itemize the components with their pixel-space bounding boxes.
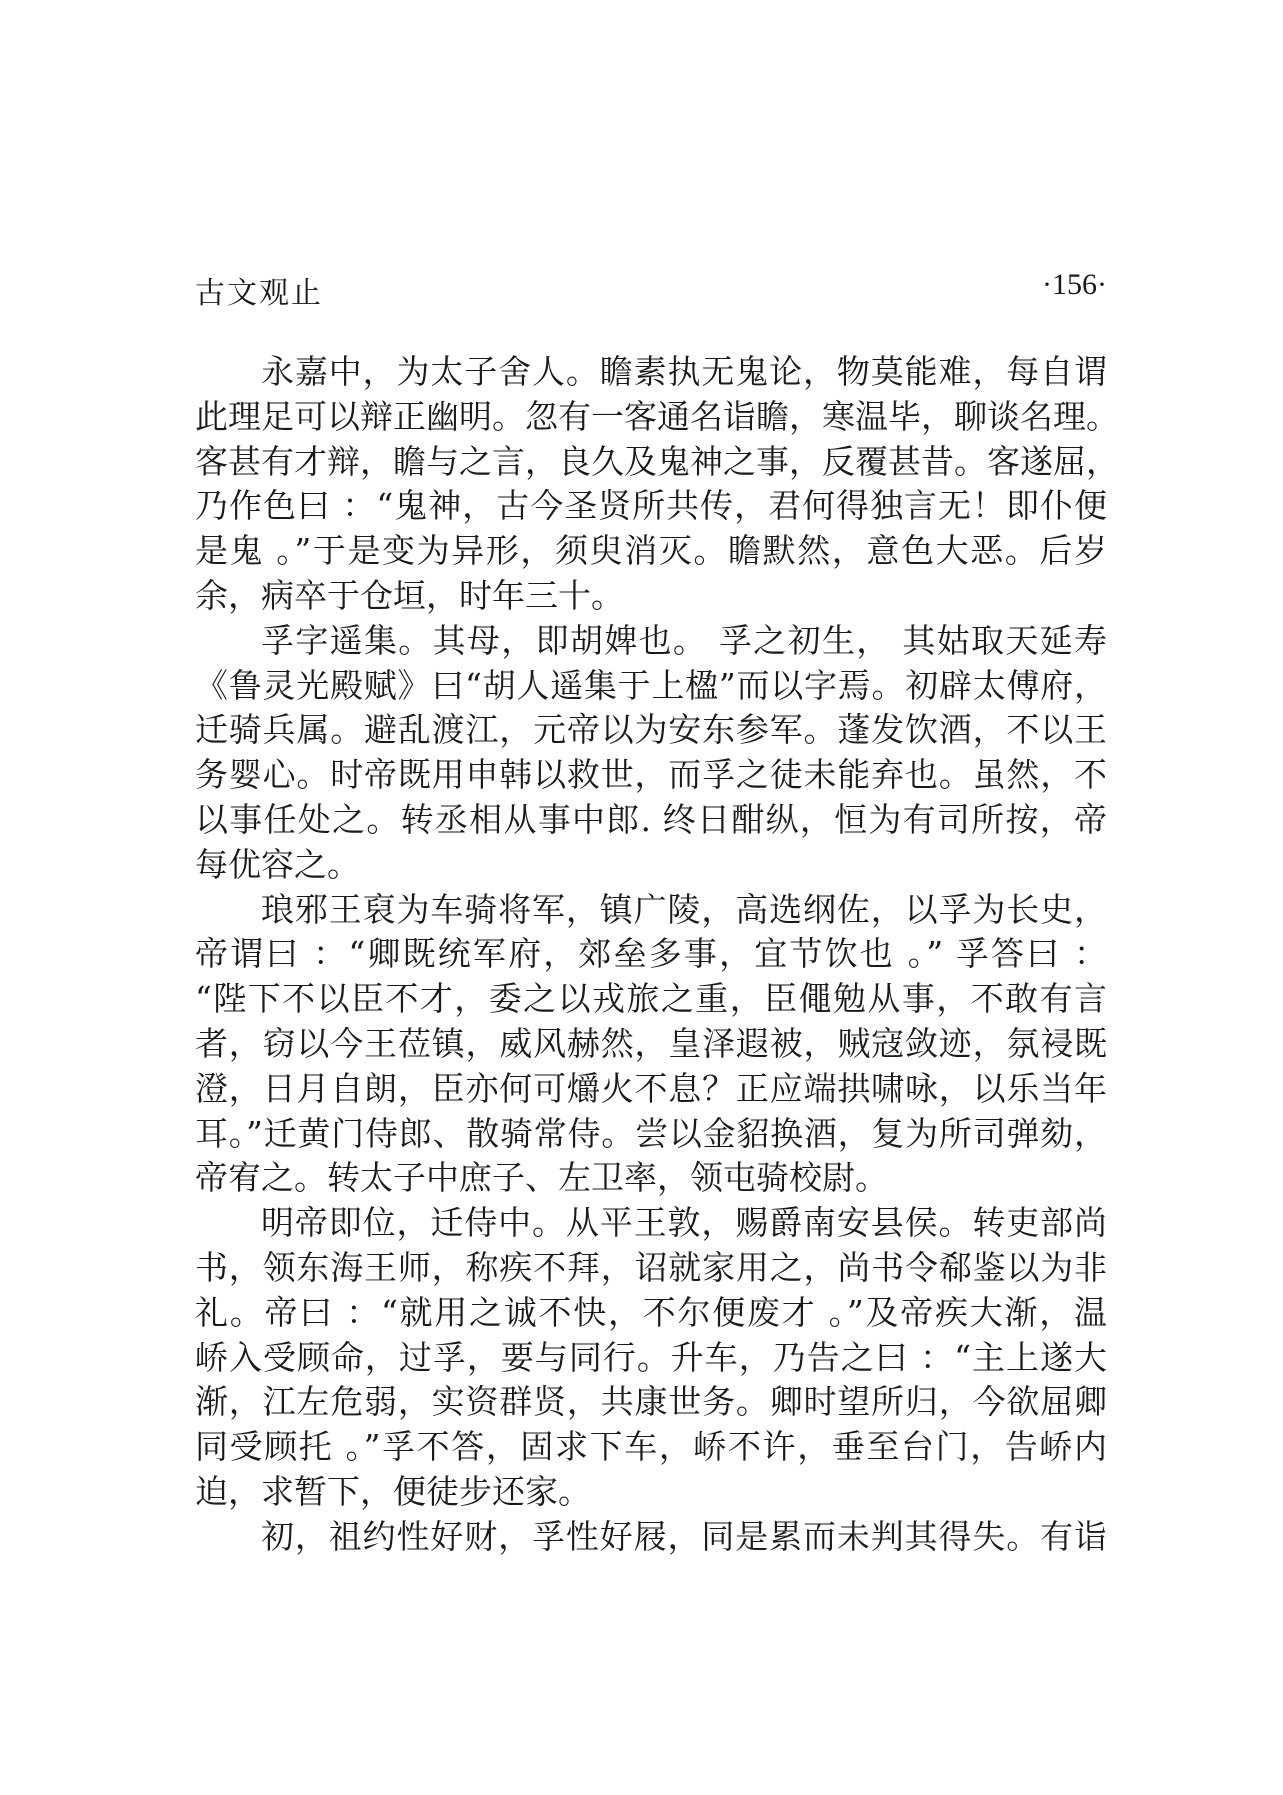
text-line: “陛下不以臣不才，委之以戎旅之重，臣僶勉从事，不敢有言 [195,979,1107,1019]
text-line: 客甚有才辩，瞻与之言，良久及鬼神之事，反覆甚昔。客遂屈， [195,441,1119,481]
text-line: 每优容之。 [195,844,360,884]
book-title: 古文观止 [195,276,323,311]
text-line: 迁骑兵属。避乱渡江，元帝以为安东参军。蓬发饮酒，不以王 [195,710,1107,750]
text-line: 帝谓曰 ：“卿既统军府，郊垒多事，宜节饮也 。” 孚答曰 ： [195,934,1107,974]
text-line: 同受顾托 。”孚不答，固求下车，峤不许，垂至台门，告峤内 [195,1427,1107,1467]
text-line: 初，祖约性好财，孚性好屐，同是累而未判其得失。有诣 [261,1516,1107,1556]
text-line: 乃作色曰 ：“鬼神，古今圣贤所共传，君何得独言无！即仆便 [195,486,1107,526]
text-line: 明帝即位，迁侍中。从平王敦，赐爵南安县侯。转吏部尚 [261,1203,1107,1243]
text-line: 此理足可以辩正幽明。忽有一客通名诣瞻，寒温毕，聊谈名理。 [195,396,1119,436]
text-line: 是鬼 。”于是变为异形，须臾消灭。瞻默然，意色大恶。后岁 [195,531,1107,571]
text-line: 务婴心。时帝既用申韩以救世，而孚之徒未能弃也。虽然，不 [195,755,1107,795]
text-line: 迫，求暂下，便徒步还家。 [195,1471,591,1511]
text-line: 峤入受顾命，过孚，要与同行。升车，乃告之曰 ：“主上遂大 [195,1337,1107,1377]
page-number: ·156· [1042,268,1107,301]
text-line: 永嘉中，为太子舍人。瞻素执无鬼论，物莫能难，每自谓 [261,352,1107,391]
text-line: 《鲁灵光殿赋》曰“胡人遥集于上楹”而以字焉。初辟太傅府， [195,665,1107,705]
text-line: 者，窃以今王莅镇，威风赫然，皇泽遐被，贼寇敛迹，氛祲既 [195,1023,1107,1063]
text-line: 孚字遥集。其母，即胡婢也。 孚之初生， 其姑取天延寿 [261,620,1107,660]
text-line: 澄，日月自朗，臣亦何可爝火不息？正应端拱啸咏，以乐当年 [195,1068,1107,1108]
text-line: 耳。”迁黄门侍郎、散骑常侍。尝以金貂换酒，复为所司弹劾， [195,1113,1107,1153]
text-line: 帝宥之。转太子中庶子、左卫率，领屯骑校尉。 [195,1158,888,1198]
page-header [195,268,1107,312]
text-line: 书，领东海王师，称疾不拜，诏就家用之，尚书令郗鉴以为非 [195,1247,1107,1287]
text-line: 以事任处之。转丞相从事中郎. 终日酣纵，恒为有司所按，帝 [195,799,1107,839]
text-line: 琅邪王裒为车骑将军，镇广陵，高选纲佐，以孚为长史， [261,889,1107,929]
text-line: 渐，江左危弱，实资群贤，共康世务。卿时望所归，今欲屈卿 [195,1382,1107,1422]
text-body [195,350,1119,1560]
text-line: 余，病卒于仓垣，时年三十。 [195,575,624,615]
text-line: 礼。帝曰 ：“就用之诚不快，不尔便废才 。”及帝疾大渐，温 [195,1292,1107,1332]
